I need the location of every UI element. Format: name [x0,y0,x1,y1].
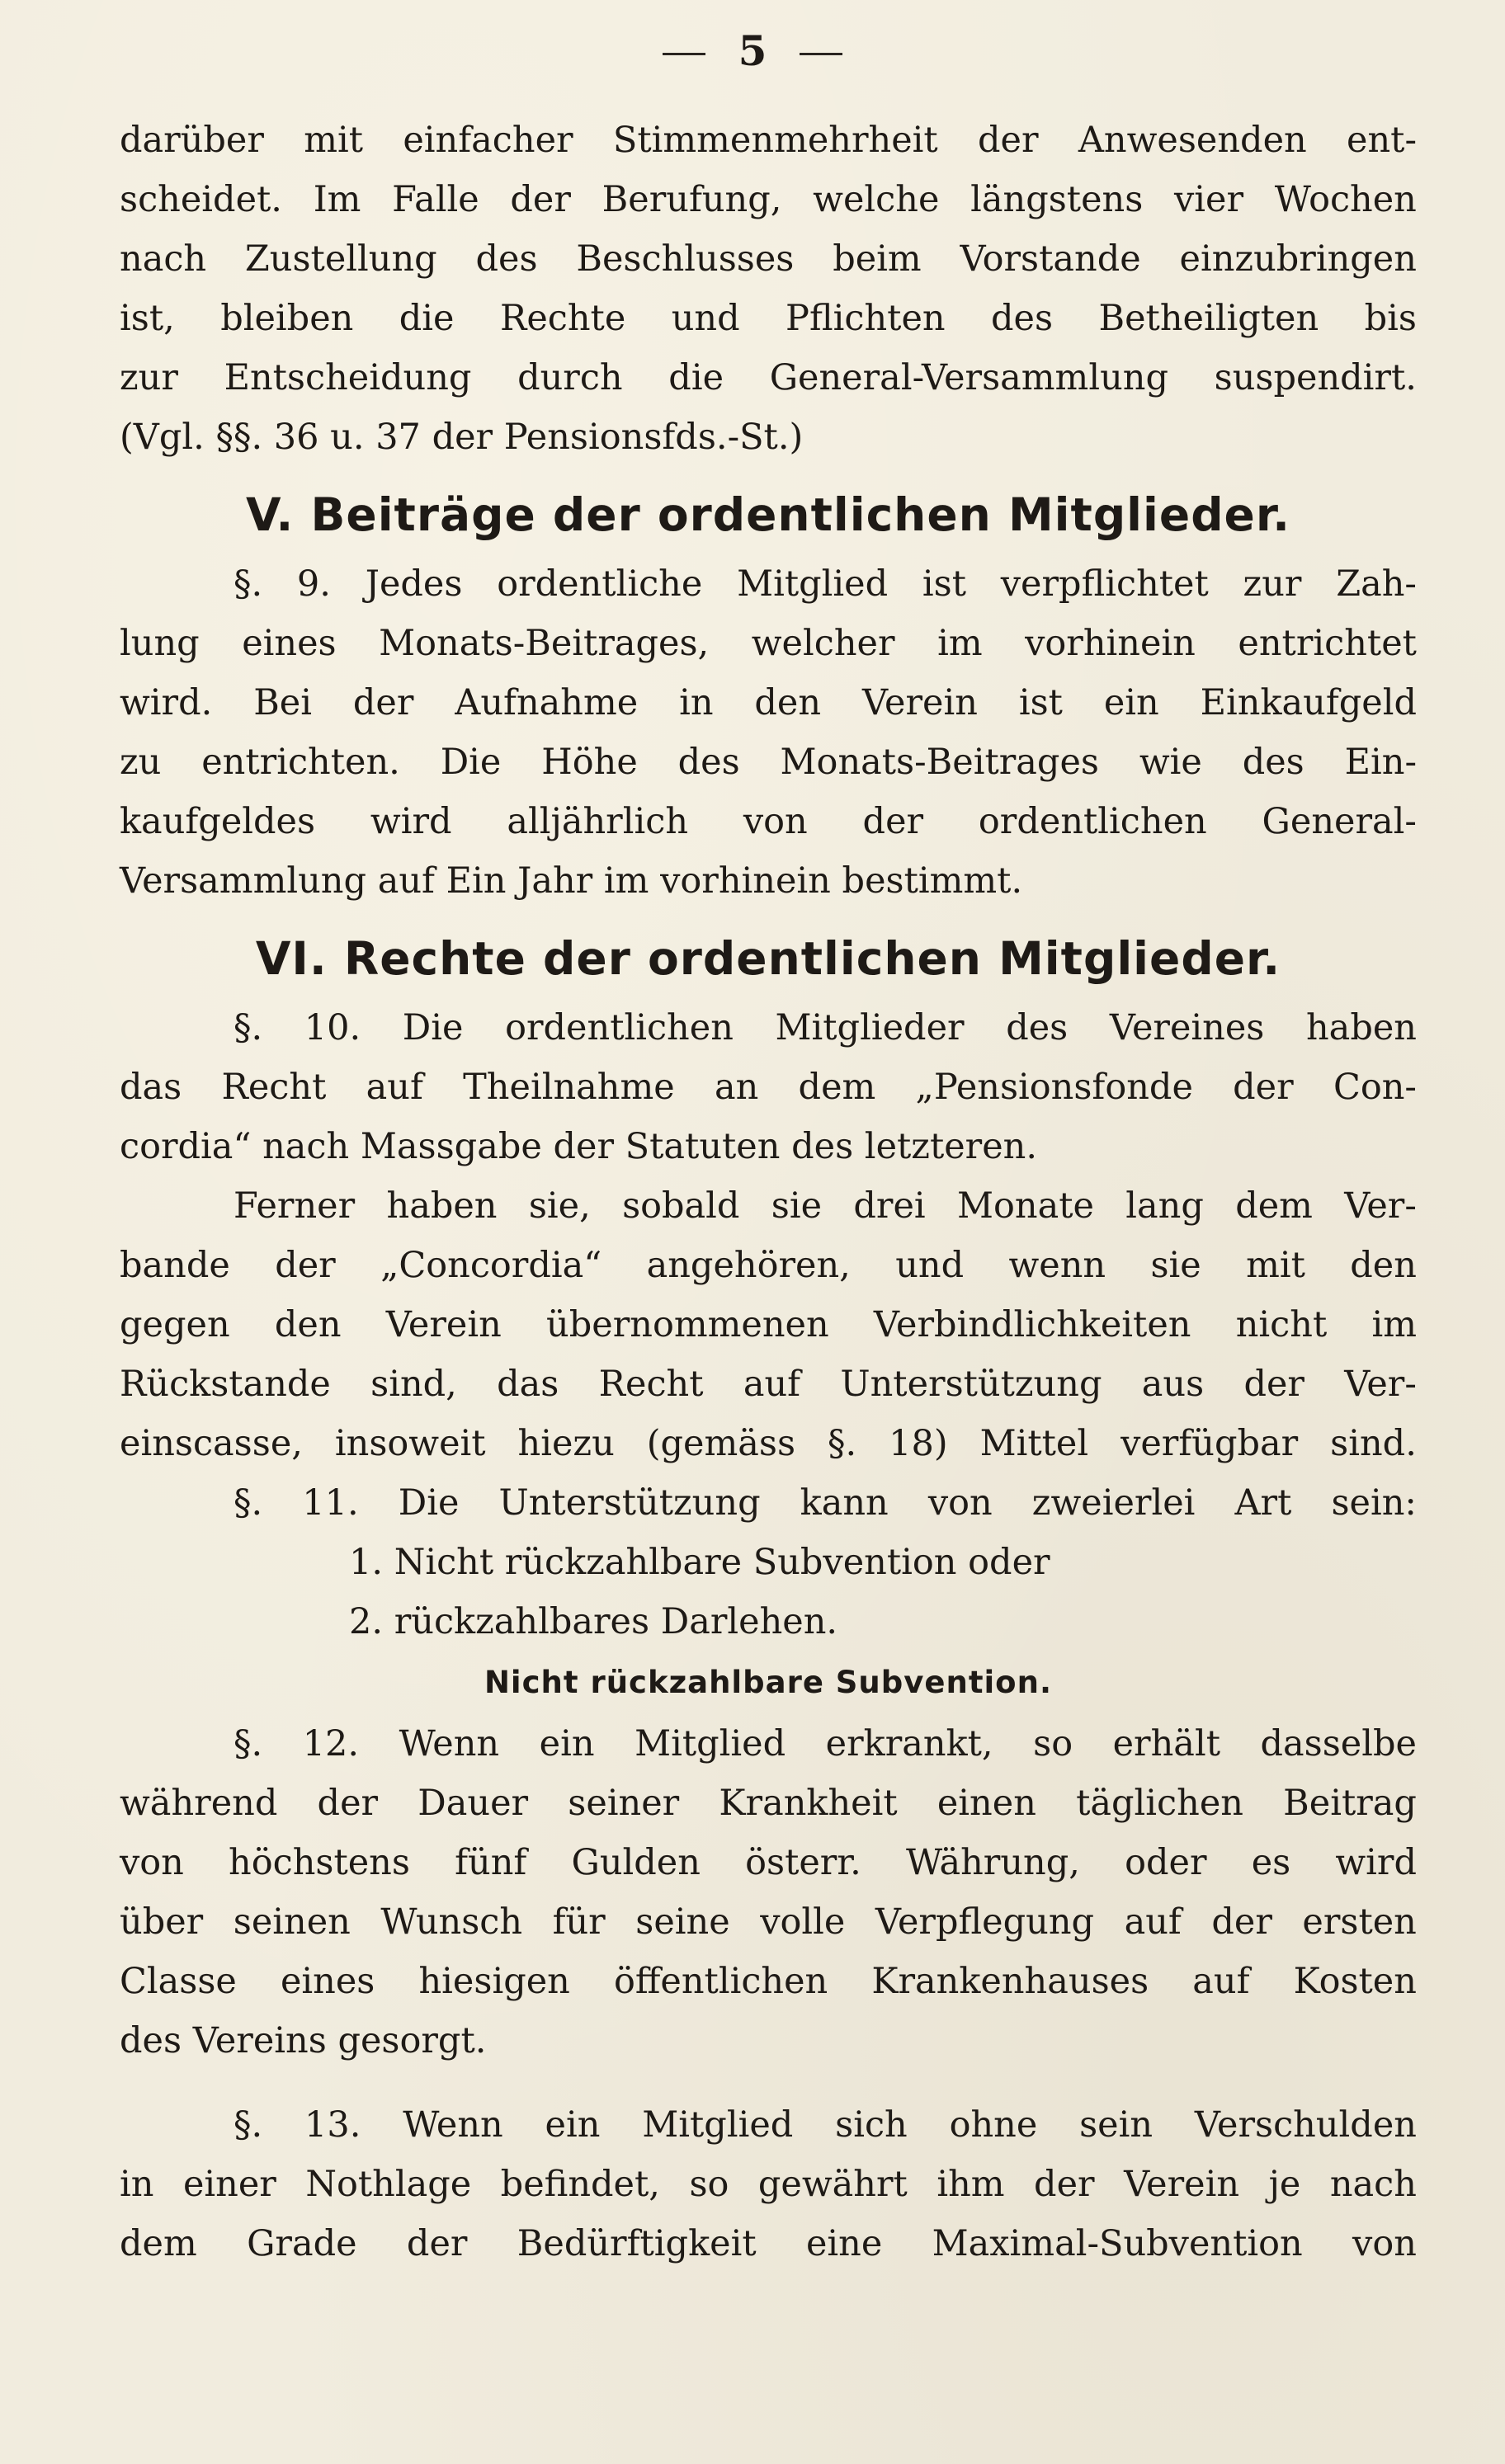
word: Wenn [399,1723,500,1764]
word: täglichen [1076,1783,1243,1824]
word: Ver- [1344,1364,1417,1405]
word: wie [1139,742,1202,783]
word: für [552,1901,606,1943]
text-line [120,1714,1417,1774]
word: den [274,1304,342,1345]
word: Vorstande [960,238,1141,280]
word: welcher [751,623,895,664]
word: sind. [1330,1423,1417,1464]
word: Art [1234,1482,1292,1524]
word: das [497,1364,559,1405]
word: zweierlei [1031,1482,1196,1524]
word: ersten [1302,1901,1417,1943]
word: Im [313,179,361,220]
word: auf [1192,1961,1250,2002]
word: einen [936,1783,1036,1824]
word: Mitglied [737,563,889,605]
word: Mitglied [642,2104,794,2146]
word: befindet, [500,2164,660,2205]
word: ist, [120,298,175,339]
text-line [120,229,1417,289]
word: es [1251,1842,1291,1883]
word: wird [370,801,452,842]
word: §. [234,1007,263,1048]
word: Einkaufgeld [1200,682,1417,723]
word: des [1242,742,1304,783]
word: beim [833,238,922,280]
word: 18) [889,1423,948,1464]
word: wird. [120,682,213,723]
word: einer [182,2164,276,2205]
word: Verschulden [1194,2104,1417,2146]
text-line [120,733,1417,792]
word: Con- [1333,1067,1417,1108]
text-line [120,1176,1417,1236]
word: wenn [1008,1245,1106,1286]
word: Die [402,1007,464,1048]
word: Betheiligten [1098,298,1319,339]
word: übernommenen [546,1304,829,1345]
word: §. [234,1482,263,1524]
word: aus [1141,1364,1205,1405]
word: Bedürftigkeit [517,2223,757,2264]
word: bis [1364,298,1417,339]
word: ent- [1347,120,1417,161]
word: zur [120,357,178,398]
word: verpflichtet [1000,563,1209,605]
text-line [120,2214,1417,2273]
word: österr. [745,1842,861,1883]
word: den [754,682,822,723]
word: während [120,1783,278,1824]
word: Theilnahme [463,1067,675,1108]
text-line: des Vereins gesorgt. [120,2020,487,2061]
word: Zustellung [244,238,437,280]
word: die [668,357,724,398]
word: kann [800,1482,889,1524]
word: Aufnahme [455,682,639,723]
word: über [120,1901,204,1943]
word: Dauer [418,1783,529,1824]
word: §. [234,563,263,605]
word: wird [1335,1842,1417,1883]
word: höchstens [229,1842,410,1883]
text-line [120,348,1417,408]
word: gewährt [757,2164,908,2205]
word: Rückstande [120,1364,331,1405]
word: Classe [120,1961,237,2002]
word: in [679,682,714,723]
word: von [120,1842,184,1883]
word: seiner [568,1783,680,1824]
word: 9. [296,563,331,605]
word: öffentlichen [613,1961,828,2002]
word: einzubringen [1179,238,1417,280]
header-dash-left [663,53,705,55]
word: Ferner [234,1185,356,1227]
word: hiesigen [418,1961,570,2002]
word: ein [1103,682,1159,723]
text-line [120,1058,1417,1117]
word: Verein [1124,2164,1240,2205]
text-line: Versammlung auf Ein Jahr im vorhinein bestimmt. [120,860,1023,902]
word: General-Versammlung [769,357,1168,398]
word: des [475,238,538,280]
word: Ver- [1344,1185,1417,1227]
text-line [120,1354,1417,1414]
word: Unterstützung [498,1482,761,1524]
word: durch [517,357,623,398]
word: eines [280,1961,375,2002]
word: Höhe [541,742,638,783]
word: §. [234,1723,263,1764]
word: entrichten. [201,742,400,783]
word: mit [1246,1245,1305,1286]
word: des [677,742,740,783]
word: Krankheit [719,1783,898,1824]
word: des [991,298,1054,339]
word: einscasse, [120,1423,303,1464]
word: sich [835,2104,908,2146]
word: einfacher [403,120,573,161]
word: „Pensionsfonde [915,1067,1193,1108]
word: nach [120,238,207,280]
word: „Concordia“ [380,1245,602,1286]
word: Anwesenden [1078,120,1307,161]
word: von [927,1482,993,1524]
word: haben [1305,1007,1417,1048]
word: den [1350,1245,1417,1286]
section-vi-heading: VI. Rechte der ordentlichen Mitglieder. [255,932,1281,985]
word: suspendirt. [1214,357,1417,398]
word: sobald [622,1185,740,1227]
list-item: 1. Nicht rückzahlbare Subvention oder [349,1542,1050,1583]
word: Die [440,742,502,783]
word: lang [1125,1185,1204,1227]
word: Beitrag [1283,1783,1417,1824]
word: sie [771,1185,823,1227]
word: der [1243,1364,1304,1405]
word: Entscheidung [224,357,472,398]
word: so [689,2164,729,2205]
word: und [671,298,740,339]
word: der [1211,1901,1272,1943]
text-line [120,2095,1417,2155]
word: Verein [861,682,978,723]
word: Bei [253,682,312,723]
word: Wochen [1274,179,1417,220]
word: ordentlichen [978,801,1207,842]
word: Ein- [1344,742,1417,783]
word: der [275,1245,336,1286]
word: im [937,623,983,664]
word: Gulden [571,1842,701,1883]
text-line [120,1774,1417,1833]
word: Wenn [403,2104,503,2146]
word: je [1268,2164,1301,2205]
word: Rechte [499,298,626,339]
word: der [978,120,1039,161]
word: angehören, [646,1245,851,1286]
word: oder [1125,1842,1207,1883]
text-line [120,554,1417,614]
word: auf [1124,1901,1182,1943]
word: ihm [936,2164,1005,2205]
word: volle [760,1901,846,1943]
section-v-heading: V. Beiträge der ordentlichen Mitglieder. [245,488,1291,541]
word: sein: [1331,1482,1417,1524]
word: sind, [370,1364,457,1405]
word: der [1034,2164,1095,2205]
word: Wunsch [380,1901,523,1943]
word: ist [1018,682,1063,723]
word: Grade [247,2223,357,2264]
word: Monats-Beitrages, [379,623,710,664]
word: Verein [385,1304,502,1345]
word: Recht [221,1067,327,1108]
word: der [406,2223,468,2264]
word: der [317,1783,379,1824]
header-dash-right [800,53,842,55]
word: bleiben [220,298,354,339]
word: Falle [392,179,479,220]
word: Pflichten [786,298,946,339]
text-line [120,1952,1417,2011]
word: welche [813,179,940,220]
word: erkrankt, [825,1723,993,1764]
word: nicht [1235,1304,1328,1345]
text-line [120,673,1417,733]
text-line [120,1295,1417,1354]
word: der [510,179,571,220]
word: sie [1150,1245,1201,1286]
word: eine [805,2223,883,2264]
text-line [120,1414,1417,1473]
text-line [120,1833,1417,1892]
word: der [862,801,924,842]
word: bande [120,1245,230,1286]
word: haben [386,1185,498,1227]
word: lung [120,623,200,664]
word: fünf [455,1842,527,1883]
word: Monats-Beitrages [780,742,1099,783]
word: von [743,801,808,842]
word: zur [1243,563,1302,605]
word: Monate [956,1185,1094,1227]
word: hiezu [517,1423,615,1464]
text-line [120,1236,1417,1295]
word: das [120,1067,182,1108]
word: Verpflegung [875,1901,1095,1943]
text-line: cordia“ nach Massgabe der Statuten des letzteren. [120,1126,1038,1167]
word: kaufgeldes [120,801,316,842]
word: Verbindlichkeiten [873,1304,1191,1345]
word: von [1352,2223,1417,2264]
word: so [1033,1723,1073,1764]
page-number: 5 [738,26,767,75]
word: Mitglied [635,1723,786,1764]
text-line [120,792,1417,851]
word: Mitglieder [775,1007,965,1048]
word: §. [234,2104,263,2146]
word: an [714,1067,759,1108]
word: die [399,298,455,339]
word: und [895,1245,965,1286]
word: erhält [1112,1723,1220,1764]
word: der [352,682,414,723]
text-line [120,1473,1417,1533]
word: Stimmenmehrheit [612,120,938,161]
word: alljährlich [507,801,689,842]
word: Zah- [1336,563,1417,605]
text-line [120,289,1417,348]
word: vorhinein [1025,623,1196,664]
word: Beschlusses [576,238,795,280]
word: eines [242,623,337,664]
text-line [120,170,1417,229]
word: (gemäss [646,1423,796,1464]
word: ordentliche [497,563,703,605]
page-header [0,18,1505,84]
word: im [1371,1304,1417,1345]
word: Krankenhauses [871,1961,1149,2002]
word: drei [853,1185,926,1227]
word: dem [120,2223,197,2264]
word: 10. [304,1007,361,1048]
word: Berufung, [602,179,782,220]
word: Währung, [906,1842,1080,1883]
word: Nothlage [305,2164,472,2205]
word: des [1006,1007,1069,1048]
word: dem [1235,1185,1313,1227]
word: mit [304,120,364,161]
word: Unterstützung [840,1364,1102,1405]
word: Kosten [1293,1961,1417,2002]
word: 11. [302,1482,359,1524]
text-line [120,111,1417,170]
word: sein [1079,2104,1154,2146]
text-line [120,1892,1417,1952]
word: entrichtet [1238,623,1417,664]
word: gegen [120,1304,230,1345]
word: nach [1329,2164,1417,2205]
word: §. [827,1423,857,1464]
word: ordentlichen [505,1007,734,1048]
word: Vereines [1109,1007,1265,1048]
text-line [120,2155,1417,2214]
subvention-subheading: Nicht rückzahlbare Subvention. [484,1665,1053,1700]
word: auf [743,1364,801,1405]
word: vier [1174,179,1244,220]
word: Maximal-Subvention [932,2223,1303,2264]
word: der [1233,1067,1294,1108]
word: ein [539,1723,595,1764]
word: Mittel [979,1423,1089,1464]
word: seinen [233,1901,351,1943]
word: insoweit [334,1423,486,1464]
word: Recht [598,1364,704,1405]
word: sie, [528,1185,591,1227]
text-line [120,614,1417,673]
word: dem [798,1067,876,1108]
word: scheidet. [120,179,282,220]
word: ein [545,2104,601,2146]
list-item: 2. rückzahlbares Darlehen. [349,1601,838,1642]
word: dasselbe [1260,1723,1417,1764]
word: in [120,2164,154,2205]
word: auf [366,1067,423,1108]
word: seine [635,1901,730,1943]
word: ohne [949,2104,1038,2146]
word: Jedes [365,563,463,605]
word: zu [120,742,162,783]
word: 12. [302,1723,360,1764]
text-line [120,998,1417,1058]
word: 13. [304,2104,361,2146]
word: längstens [970,179,1144,220]
word: Die [398,1482,460,1524]
page-body [120,111,1417,2273]
word: ist [922,563,966,605]
text-line: (Vgl. §§. 36 u. 37 der Pensionsfds.-St.) [120,417,804,458]
word: General- [1262,801,1417,842]
word: darüber [120,120,264,161]
word: verfügbar [1120,1423,1299,1464]
